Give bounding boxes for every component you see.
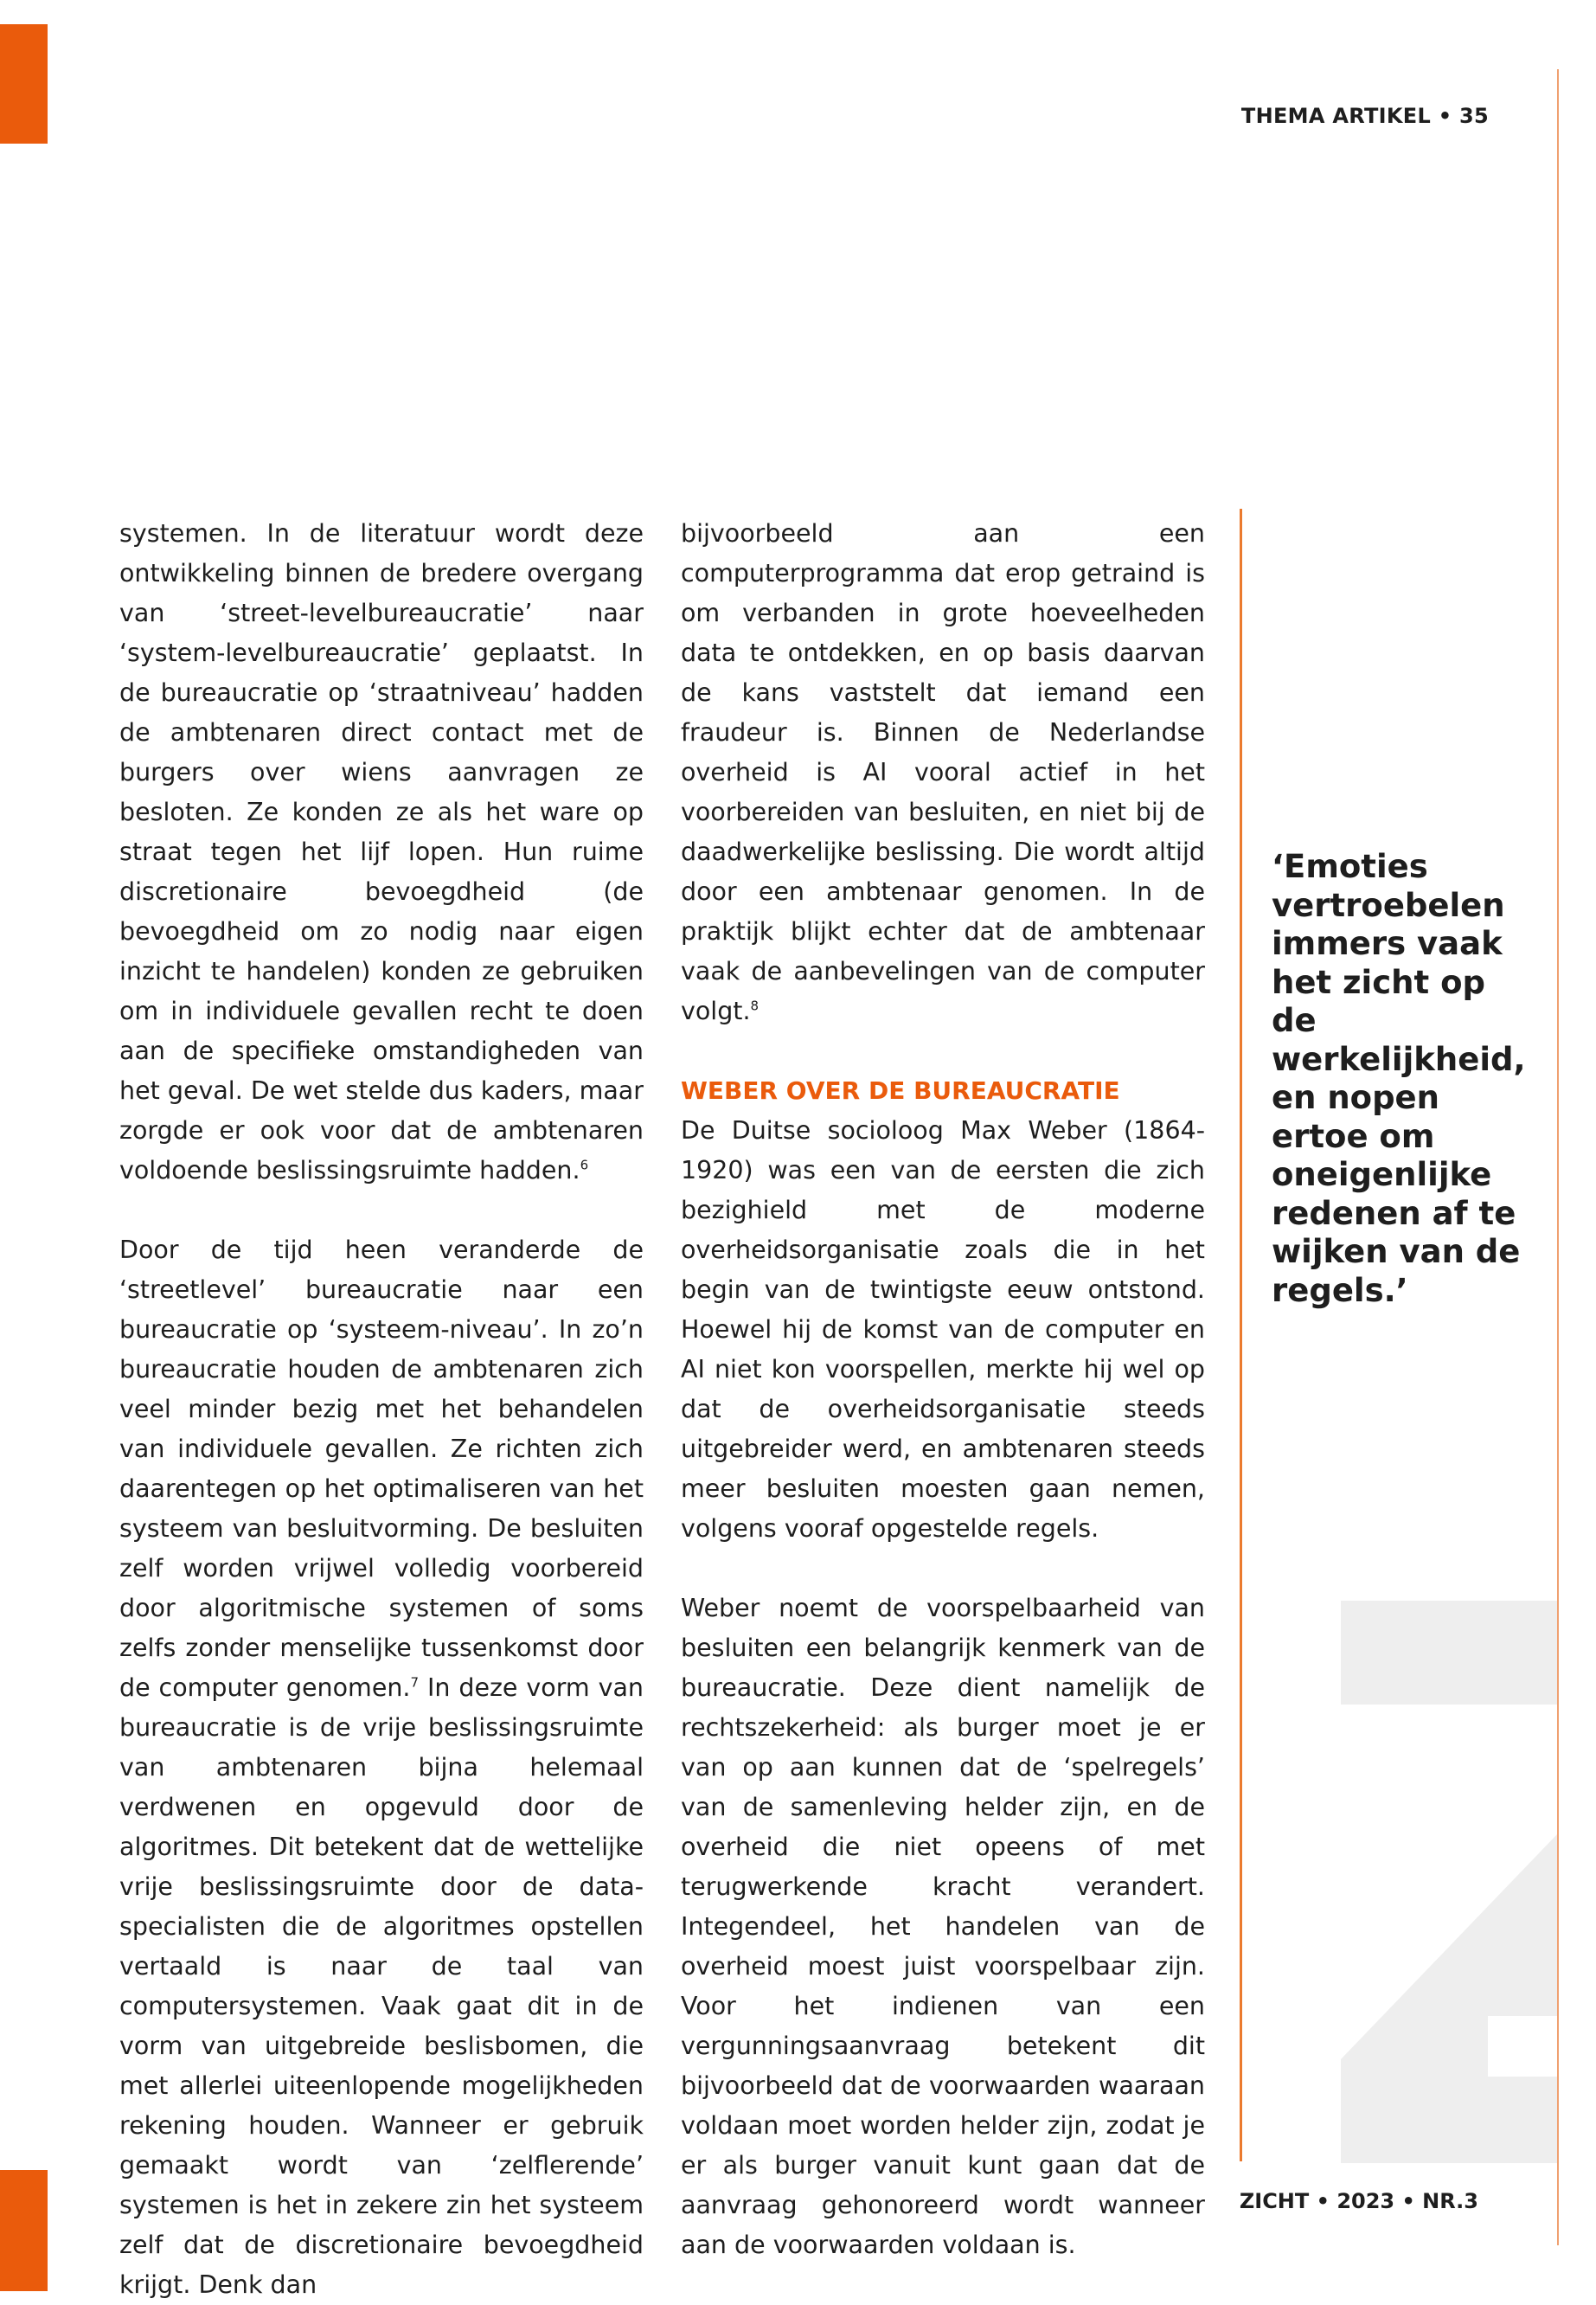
footnote-ref: 6 xyxy=(580,1157,589,1173)
orange-edge-tab-top xyxy=(0,24,48,144)
body-paragraph: Door de tijd heen veranderde de ‘streetlevel’ bureaucratie naar een bureaucratie op ‘systeem-niveau’. In zo’n bureaucratie houden de ambtenaren zich veel minder bezig met het behandelen van individuele gevallen. Ze richten zich daarentegen op het optimaliseren van het systeem van besluitvorming. De besluiten zelf worden vrijwel volledig voorbereid door algoritmische systemen of soms zelfs zonder menselijke tussenkomst door de computer genomen.$^7$ In deze vorm van bureaucratie is de vrije beslissingsruimte van ambtenaren bijna helemaal verdwenen en opgevuld door de algoritmes. Dit betekent dat de wettelijke vrije beslissingsruimte door de data-specialisten die de algoritmes opstellen vertaald is naar de taal van computersystemen. Vaak gaat dit in de vorm van uitgebreide beslisbomen, die met allerlei uiteenlopende mogelijkheden rekening houden. Wanneer er gebruik gemaakt wordt van ‘zelflerende’ systemen is het in zekere zin het systeem zelf dat de discretionaire bevoegdheid krijgt. Denk dan xyxy=(119,1236,644,2299)
large-z-watermark-icon xyxy=(1324,1601,1557,2163)
body-paragraph: systemen. In de literatuur wordt deze ontwikkeling binnen de bredere overgang van ‘street-levelbureaucratie’ naar ‘system-levelbureaucratie’ geplaatst. In de bureaucratie op ‘straatniveau’ hadden de ambtenaren direct contact met de burgers over wiens aanvragen ze besloten. Ze konden ze als het ware op straat tegen het lijf lopen. Hun ruime discretionaire bevoegdheid (de bevoegdheid om zo nodig naar eigen inzicht te handelen) konden ze gebruiken om in individuele gevallen recht te doen aan de specifieke omstandigheden van het geval. De wet stelde dus kaders, maar zorgde er ook voor dat de ambtenaren voldoende beslissingsruimte hadden.$^6$ xyxy=(119,519,644,1185)
body-paragraph: Weber noemt de voorspelbaarheid van besluiten een belangrijk kenmerk van de bureaucratie. Deze dient namelijk de rechtszekerheid: als burger moet je er van op aan kunnen dat de ‘spelregels’ van de samenleving helder zijn, en de overheid die niet opeens of met terugwerkende kracht verandert. Integendeel, het handelen van de overheid moest juist voorspelbaar zijn. Voor het indienen van een vergunningsaanvraag betekent dit bijvoorbeeld dat de voorwaarden waaraan voldaan moet worden helder zijn, zodat je er als burger vanuit kunt gaan dat de aanvraag gehonoreerd wordt wanneer aan de voorwaarden voldaan is. xyxy=(681,1594,1205,2259)
pull-quote: ‘Emoties vertroebelen immers vaak het zicht op de werkelijkheid, en nopen ertoe om oneigenlijke redenen af te wijken van de regels.’ xyxy=(1272,848,1526,1309)
right-margin-rule xyxy=(1557,69,1559,2245)
pull-quote-rule xyxy=(1240,509,1242,2161)
header-separator: • xyxy=(1438,104,1452,128)
text-column-middle xyxy=(681,514,1205,2265)
orange-edge-tab-bottom xyxy=(0,2170,48,2291)
footnote-ref: 7 xyxy=(410,1674,420,1691)
running-footer: ZICHT • 2023 • NR.3 xyxy=(1239,2189,1478,2213)
body-paragraph: De Duitse socioloog Max Weber (1864-1920) was een van de eersten die zich bezighield met de moderne overheidsorganisatie zoals die in het begin van de twintigste eeuw ontstond. Hoewel hij de komst van de computer en AI niet kon voorspellen, merkte hij wel op dat de overheidsorganisatie steeds uitgebreider werd, en ambtenaren steeds meer besluiten moesten gaan nemen, volgens vooraf opgestelde regels. xyxy=(681,1116,1205,1543)
text-column-left xyxy=(119,514,644,2305)
footnote-ref: 8 xyxy=(750,998,760,1014)
page-number: 35 xyxy=(1459,104,1489,128)
header-section: THEMA ARTIKEL xyxy=(1240,104,1432,128)
body-paragraph: bijvoorbeeld aan een computerprogramma dat erop getraind is om verbanden in grote hoeveelheden data te ontdekken, en op basis daarvan de kans vaststelt dat iemand een fraudeur is. Binnen de Nederlandse overheid is AI vooral actief in het voorbereiden van besluiten, en niet bij de daadwerkelijke beslissing. Die wordt altijd door een ambtenaar genomen. In de praktijk blijkt echter dat de ambtenaar vaak de aanbevelingen van de computer volgt.$^8$ xyxy=(681,519,1205,1025)
running-header xyxy=(1241,104,1489,128)
section-heading: WEBER OVER DE BUREAUCRATIE xyxy=(681,1076,1120,1105)
